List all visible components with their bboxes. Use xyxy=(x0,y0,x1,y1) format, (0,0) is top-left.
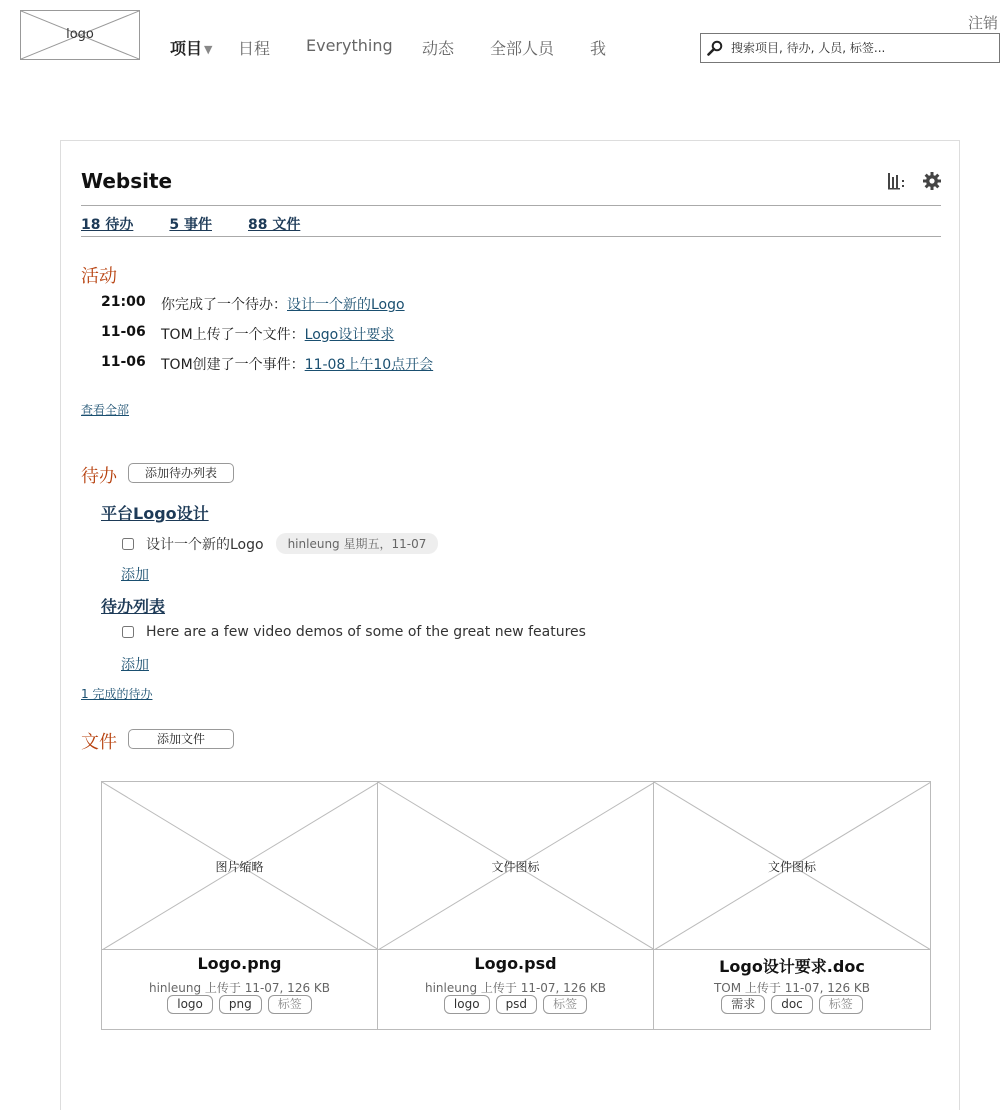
thumbnail-label: 文件图标 xyxy=(491,860,540,874)
add-tag-button[interactable]: 标签 xyxy=(543,995,587,1014)
main-nav xyxy=(170,36,606,59)
activity-item xyxy=(101,354,433,374)
file-meta: hinleung 上传于 11-07, 126 KB xyxy=(148,981,331,995)
activity-text: TOM创建了一个事件： xyxy=(161,357,305,373)
search-box xyxy=(700,33,1000,63)
file-name[interactable]: Logo设计要求.doc xyxy=(719,957,865,976)
file-card xyxy=(654,782,930,1029)
file-tag[interactable]: png xyxy=(219,995,262,1014)
file-tag[interactable]: 需求 xyxy=(721,995,765,1014)
todo-text: 设计一个新的Logo xyxy=(146,536,264,553)
file-tag[interactable]: psd xyxy=(496,995,538,1014)
file-tag[interactable]: logo xyxy=(444,995,490,1014)
activity-link[interactable]: 11-08上午10点开会 xyxy=(304,357,434,373)
logout-link[interactable]: 注销 xyxy=(967,14,998,32)
file-card xyxy=(378,782,654,1029)
bar-chart-icon[interactable] xyxy=(887,172,907,190)
add-todo-link[interactable]: 添加 xyxy=(121,657,149,673)
todo-meta-badge: hinleung 星期五，11-07 xyxy=(276,533,439,554)
activity-time: 11-06 xyxy=(101,324,146,340)
file-card xyxy=(102,782,378,1029)
file-thumbnail[interactable] xyxy=(378,782,653,950)
file-meta: TOM 上传于 11-07, 126 KB xyxy=(713,981,871,995)
activity-text: 你完成了一个待办： xyxy=(161,297,287,313)
todo-item xyxy=(121,624,586,640)
todo-list-title[interactable]: 待办列表 xyxy=(101,597,166,616)
view-all-activity-link[interactable]: 查看全部 xyxy=(81,403,130,417)
search-input[interactable] xyxy=(731,39,991,57)
activity-item xyxy=(101,324,394,344)
activity-link[interactable]: Logo设计要求 xyxy=(304,327,395,343)
nav-item-everything[interactable]: Everything xyxy=(306,36,393,55)
nav-item-activity[interactable]: 动态 xyxy=(422,39,455,58)
add-file-button[interactable]: 添加文件 xyxy=(128,729,234,749)
activity-time: 11-06 xyxy=(101,354,146,370)
activity-time: 21:00 xyxy=(101,294,146,310)
file-tags xyxy=(654,995,930,1014)
stat-events-link[interactable]: 5 事件 xyxy=(169,217,212,233)
file-tags xyxy=(102,995,377,1014)
add-todo-list-button[interactable]: 添加待办列表 xyxy=(128,463,234,483)
files-section-title: 文件 xyxy=(81,732,117,753)
file-meta: hinleung 上传于 11-07, 126 KB xyxy=(424,981,607,995)
activity-link[interactable]: 设计一个新的Logo xyxy=(287,297,405,313)
chevron-down-icon: ▼ xyxy=(204,43,213,56)
todo-checkbox[interactable] xyxy=(122,538,134,550)
stat-todos-link[interactable]: 18 待办 xyxy=(81,217,134,233)
add-tag-button[interactable]: 标签 xyxy=(268,995,312,1014)
activity-section-title: 活动 xyxy=(81,266,117,287)
logo[interactable] xyxy=(20,10,140,60)
thumbnail-label: 图片缩略 xyxy=(215,860,264,874)
divider xyxy=(81,236,941,237)
file-name[interactable]: Logo.png xyxy=(197,954,282,973)
todo-text: Here are a few video demos of some of the great new features xyxy=(146,624,586,640)
activity-text: TOM上传了一个文件： xyxy=(161,327,305,343)
file-name[interactable]: Logo.psd xyxy=(474,954,557,973)
todo-list-title[interactable]: 平台Logo设计 xyxy=(101,504,209,523)
add-todo-link[interactable]: 添加 xyxy=(121,567,149,583)
file-thumbnail[interactable] xyxy=(102,782,377,950)
stat-files-link[interactable]: 88 文件 xyxy=(247,217,301,233)
todo-item xyxy=(121,533,438,554)
file-tag[interactable]: logo xyxy=(167,995,213,1014)
file-grid xyxy=(101,781,931,1030)
nav-item-projects[interactable] xyxy=(170,36,238,59)
todos-section-title: 待办 xyxy=(81,466,117,487)
gear-icon[interactable] xyxy=(923,172,941,190)
completed-todos-link[interactable]: 1 完成的待办 xyxy=(81,687,153,701)
file-thumbnail[interactable] xyxy=(654,782,930,950)
logo-text: logo xyxy=(66,27,94,42)
nav-item-projects-label: 项目 xyxy=(170,39,203,58)
search-icon xyxy=(707,40,723,56)
nav-item-me[interactable]: 我 xyxy=(590,39,607,58)
nav-item-schedule[interactable]: 日程 xyxy=(238,39,271,58)
project-stats xyxy=(81,214,336,234)
activity-item xyxy=(101,294,405,314)
nav-item-all-people[interactable]: 全部人员 xyxy=(490,39,555,58)
project-title: Website xyxy=(81,169,173,193)
todo-checkbox[interactable] xyxy=(122,626,134,638)
project-panel xyxy=(60,140,960,1110)
add-tag-button[interactable]: 标签 xyxy=(819,995,863,1014)
divider xyxy=(81,205,941,206)
thumbnail-label: 文件图标 xyxy=(767,860,816,874)
file-tags xyxy=(378,995,653,1014)
file-tag[interactable]: doc xyxy=(771,995,813,1014)
